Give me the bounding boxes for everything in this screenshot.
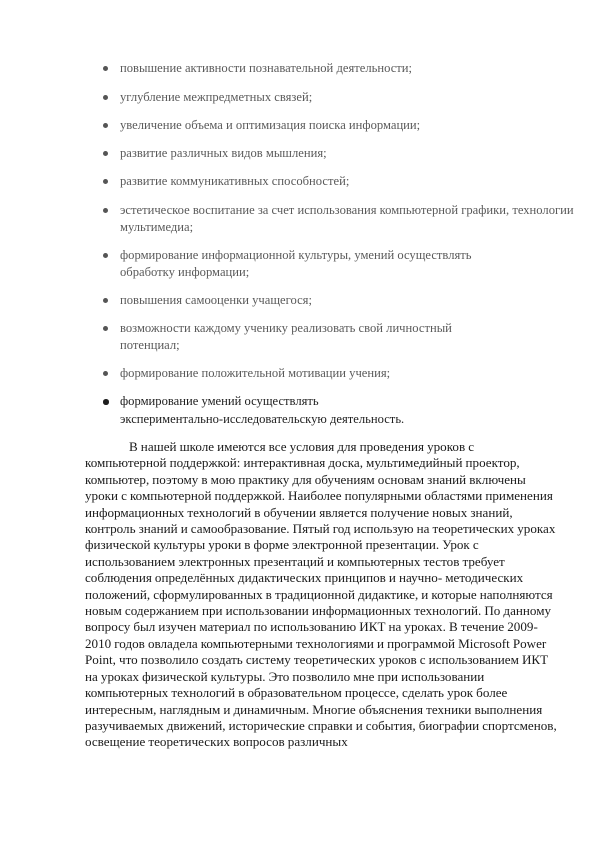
bullet-icon — [103, 179, 108, 184]
bullet-icon — [103, 95, 108, 100]
list-item-text: развитие различных видов мышления; — [120, 146, 327, 160]
list-item-text: увеличение объема и оптимизация поиска информации; — [120, 118, 421, 132]
list-item-text: повышение активности познавательной деятельности; — [120, 61, 413, 75]
bullet-icon — [103, 371, 108, 376]
list-item-text: возможности каждому ученику реализовать свой личностный потенциал; — [120, 321, 452, 352]
list-item-text: углубление межпредметных связей; — [120, 90, 313, 104]
bullet-icon — [103, 208, 108, 213]
list-item-text: эстетическое воспитание за счет использования компьютерной графики, технологии мультимедиа; — [120, 203, 574, 234]
bullet-icon — [103, 66, 108, 71]
list-item-text: формирование умений осуществлять экспериментально-исследовательскую деятельность. — [120, 394, 405, 426]
list-item-text: формирование положительной мотивации учения; — [120, 366, 391, 380]
bullet-icon — [103, 123, 108, 128]
list-item-text: формирование информационной культуры, умений осуществлять обработку информации; — [120, 248, 472, 279]
bullet-icon — [103, 326, 108, 331]
bullet-icon — [103, 298, 108, 303]
bullet-icon — [103, 151, 108, 156]
list-item-text: повышения самооценки учащегося; — [120, 293, 312, 307]
bullet-icon — [103, 253, 108, 258]
list-item-text: развитие коммуникативных способностей; — [120, 174, 350, 188]
bullet-icon — [103, 399, 109, 405]
body-paragraph: В нашей школе имеются все условия для проведения уроков с компьютерной поддержкой: интерактивная доска, мультимедийный проектор, компьютер, поэтому в мою практику для обучениям основам знаний включены уроки с компьютерной поддержкой. Наиболее популярными областями применения информационных технологий в обучении является получение новых знаний, контроль знаний и самообразование. Пятый год использую на теоретических уроках физической культуры уроки в форме электронной презентации. Урок с использованием электронных презентаций и компьютерных тестов требует соблюдения определённых дидактических принципов и научно- методических положений, сформулированных в традиционной дидактике, и которые наполняются новым содержанием при использовании информационных технологий. По данному вопросу был изучен материал по использованию ИКТ на уроках. В течение 2009-2010 годов овладела компьютерными технологиями и программой Microsoft Power Point, что позволило создать систему теоретических уроков с использованием ИКТ на уроках физической культуры. Это позволило мне при использовании компьютерных технологий в образовательном процессе, сделать урок более интересным, наглядным и динамичным. Многие объяснения техники выполнения разучиваемых движений, исторические справки и события, биографии спортсменов, освещение теоретических вопросов различных — [85, 439, 557, 750]
